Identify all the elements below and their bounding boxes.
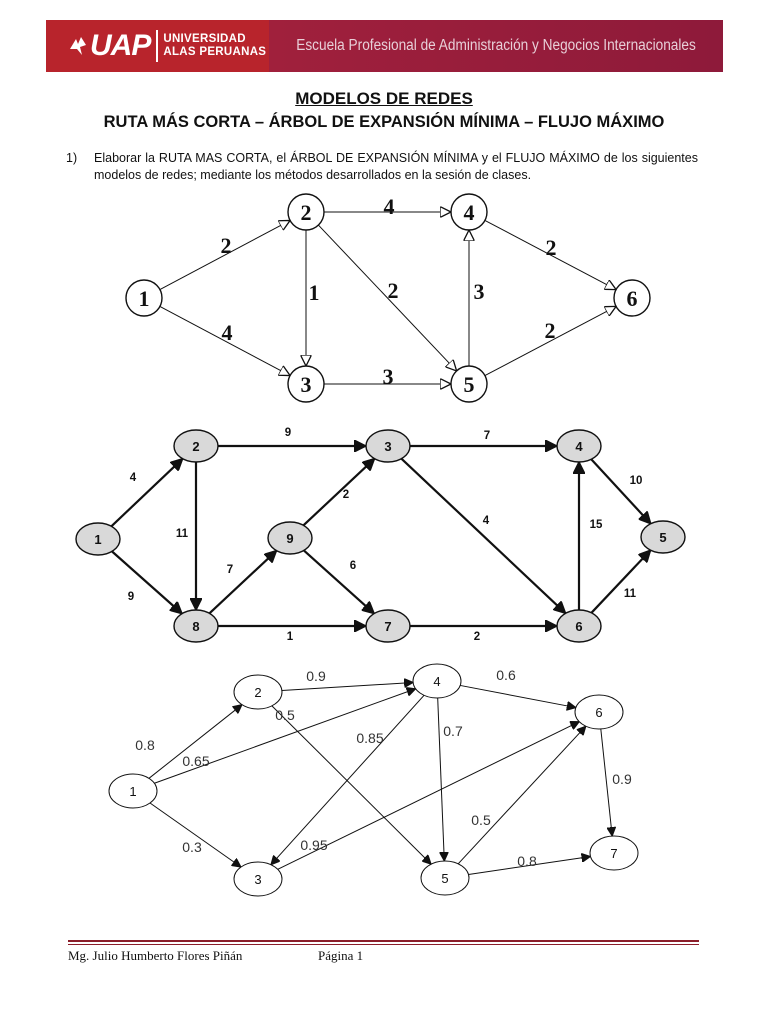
edge-weight-5-4: 3 bbox=[473, 279, 485, 304]
edge-weight-2-3: 9 bbox=[284, 427, 292, 439]
edge-line-1-3 bbox=[150, 803, 241, 867]
node-label-3: 3 bbox=[254, 872, 262, 887]
edge-weight-3-4: 7 bbox=[483, 430, 491, 442]
edge-weight-8-9: 7 bbox=[226, 564, 234, 576]
edge-weight-4-6: 0.6 bbox=[496, 667, 516, 683]
node-7 bbox=[366, 610, 410, 642]
logo-mark: UAP bbox=[90, 29, 151, 62]
node-4 bbox=[413, 664, 461, 698]
edge-3-5 bbox=[324, 364, 451, 389]
node-label-9: 9 bbox=[286, 531, 294, 546]
edge-weight-1-2: 0.8 bbox=[135, 737, 155, 753]
node-label-3: 3 bbox=[300, 372, 312, 397]
logo-line-2: ALAS PERUANAS bbox=[163, 46, 267, 58]
edge-line-9-3 bbox=[303, 459, 374, 526]
edge-weight-6-4: 15 bbox=[589, 519, 603, 531]
node-5 bbox=[421, 861, 469, 895]
footer-rule bbox=[68, 940, 699, 942]
edge-weight-2-3: 1 bbox=[308, 280, 320, 305]
edge-weight-9-3: 2 bbox=[342, 489, 350, 501]
edge-weight-1-4: 0.65 bbox=[182, 753, 210, 769]
edge-2-5 bbox=[318, 225, 456, 371]
edge-weight-6-7: 0.9 bbox=[612, 771, 632, 787]
footer-rule-thin bbox=[68, 944, 699, 945]
node-label-1: 1 bbox=[94, 532, 102, 547]
node-9 bbox=[268, 522, 312, 554]
node-3 bbox=[366, 430, 410, 462]
edge-2-5 bbox=[272, 706, 431, 864]
node-label-7: 7 bbox=[384, 619, 392, 634]
edge-line-6-7 bbox=[601, 729, 612, 836]
edge-9-3 bbox=[303, 459, 374, 526]
edge-4-6 bbox=[485, 220, 616, 289]
edge-line-2-5 bbox=[272, 706, 431, 864]
edge-line-1-2 bbox=[111, 459, 182, 527]
node-label-4: 4 bbox=[575, 439, 583, 454]
node-4 bbox=[451, 194, 487, 230]
node-label-5: 5 bbox=[463, 372, 475, 397]
edge-weight-5-6: 0.5 bbox=[471, 812, 491, 828]
node-2 bbox=[234, 675, 282, 709]
edge-weight-1-2: 2 bbox=[220, 233, 232, 258]
node-2 bbox=[288, 194, 324, 230]
edge-1-3 bbox=[160, 306, 290, 375]
node-8 bbox=[174, 610, 218, 642]
node-label-2: 2 bbox=[300, 200, 312, 225]
edge-line-1-8 bbox=[112, 551, 182, 613]
node-3 bbox=[288, 366, 324, 402]
exercise-number: 1) bbox=[66, 151, 78, 165]
edge-4-5 bbox=[591, 459, 650, 523]
node-3 bbox=[234, 862, 282, 896]
edge-line-2-4 bbox=[282, 682, 413, 690]
edge-weight-2-4: 0.9 bbox=[306, 668, 326, 684]
edge-2-3 bbox=[306, 230, 320, 366]
edge-weight-4-6: 2 bbox=[545, 235, 557, 260]
edge-line-3-6 bbox=[401, 459, 565, 614]
node-1 bbox=[76, 523, 120, 555]
edge-line-9-7 bbox=[304, 550, 374, 613]
edge-weight-1-3: 0.3 bbox=[182, 839, 202, 855]
edge-6-5 bbox=[591, 550, 650, 613]
node-1 bbox=[109, 774, 157, 808]
node-label-5: 5 bbox=[659, 530, 667, 545]
edge-8-7 bbox=[218, 626, 366, 643]
node-4 bbox=[557, 430, 601, 462]
node-1 bbox=[126, 280, 162, 316]
edge-weight-6-5: 11 bbox=[623, 588, 637, 600]
edge-2-8 bbox=[176, 462, 196, 610]
edge-2-4 bbox=[324, 194, 451, 219]
logo-line-1: UNIVERSIDAD bbox=[163, 33, 246, 45]
edge-5-7 bbox=[468, 853, 590, 875]
edge-1-2 bbox=[111, 459, 182, 527]
footer-author: Mg. Julio Humberto Flores Piñán bbox=[68, 948, 243, 963]
edge-5-6 bbox=[485, 306, 616, 375]
node-6 bbox=[575, 695, 623, 729]
edge-line-4-5 bbox=[591, 459, 650, 523]
page-title bbox=[0, 89, 768, 109]
university-logo bbox=[46, 20, 269, 72]
edge-weight-7-6: 2 bbox=[473, 631, 481, 643]
edge-weight-3-6: 0.95 bbox=[300, 837, 328, 853]
school-name: Escuela Profesional de Administración y Negocios Internacionales bbox=[296, 37, 696, 54]
node-label-2: 2 bbox=[192, 439, 200, 454]
edge-5-4 bbox=[469, 230, 485, 366]
node-label-6: 6 bbox=[626, 286, 638, 311]
edge-line-8-9 bbox=[209, 551, 276, 614]
edge-weight-1-2: 4 bbox=[129, 472, 137, 484]
node-label-4: 4 bbox=[463, 200, 475, 225]
node-label-1: 1 bbox=[129, 784, 137, 799]
edge-9-7 bbox=[304, 550, 374, 613]
node-6 bbox=[614, 280, 650, 316]
node-5 bbox=[451, 366, 487, 402]
logo-text bbox=[163, 33, 266, 59]
network-diagram-2 bbox=[0, 415, 768, 650]
edge-weight-1-3: 4 bbox=[221, 320, 233, 345]
edge-1-8 bbox=[112, 551, 182, 613]
edge-weight-2-4: 4 bbox=[383, 194, 395, 219]
logo-divider bbox=[156, 30, 158, 62]
edge-weight-1-8: 9 bbox=[127, 591, 135, 603]
page-title-text: MODELOS DE REDES bbox=[295, 89, 473, 108]
edge-weight-2-5: 2 bbox=[387, 278, 399, 303]
page-subtitle: RUTA MÁS CORTA – ÁRBOL DE EXPANSIÓN MÍNIMA – FLUJO MÁXIMO bbox=[103, 113, 665, 131]
edge-weight-8-7: 1 bbox=[286, 631, 294, 643]
edge-line-4-6 bbox=[460, 685, 576, 707]
edge-line-5-6 bbox=[458, 726, 586, 864]
network-diagram-3 bbox=[0, 655, 768, 900]
school-band bbox=[269, 20, 723, 72]
header-banner bbox=[46, 20, 723, 72]
edge-3-6 bbox=[401, 459, 565, 614]
edge-weight-9-7: 6 bbox=[349, 560, 357, 572]
edge-8-9 bbox=[209, 551, 276, 614]
exercise-text: Elaborar la RUTA MAS CORTA, el ÁRBOL DE EXPANSIÓN MÍNIMA y el FLUJO MÁXIMO de los siguientes modelos de redes; mediante los métodos desarrollados en la sesión de clases. bbox=[94, 151, 698, 182]
node-label-7: 7 bbox=[610, 846, 618, 861]
edge-1-2 bbox=[160, 220, 290, 289]
edge-weight-2-5: 0.5 bbox=[275, 707, 295, 723]
node-label-3: 3 bbox=[384, 439, 392, 454]
node-label-2: 2 bbox=[254, 685, 262, 700]
edge-weight-4-5: 10 bbox=[629, 475, 643, 487]
edge-3-4 bbox=[410, 430, 557, 446]
node-7 bbox=[590, 836, 638, 870]
node-6 bbox=[557, 610, 601, 642]
edge-7-6 bbox=[410, 626, 557, 643]
edge-2-4 bbox=[282, 668, 413, 691]
edge-weight-5-7: 0.8 bbox=[517, 853, 537, 869]
condor-emblem-icon bbox=[68, 35, 88, 57]
edge-weight-3-5: 3 bbox=[382, 364, 394, 389]
edge-weight-4-3: 0.85 bbox=[356, 730, 384, 746]
edge-6-4 bbox=[579, 462, 603, 610]
edge-4-5 bbox=[438, 698, 463, 861]
edge-3-6 bbox=[278, 722, 580, 870]
network-diagram-1 bbox=[0, 190, 768, 405]
edge-4-6 bbox=[460, 667, 576, 708]
node-label-6: 6 bbox=[595, 705, 603, 720]
node-2 bbox=[174, 430, 218, 462]
node-5 bbox=[641, 521, 685, 553]
edge-6-7 bbox=[601, 729, 632, 836]
edge-weight-4-5: 0.7 bbox=[443, 723, 463, 739]
edge-line-6-5 bbox=[591, 550, 650, 613]
node-label-6: 6 bbox=[575, 619, 583, 634]
node-label-5: 5 bbox=[441, 871, 449, 886]
edge-2-3 bbox=[218, 427, 366, 446]
node-label-8: 8 bbox=[192, 619, 200, 634]
node-label-4: 4 bbox=[433, 674, 441, 689]
exercise-item bbox=[66, 150, 698, 184]
edge-weight-5-6: 2 bbox=[544, 318, 556, 343]
edge-1-3 bbox=[150, 803, 241, 867]
edge-5-6 bbox=[458, 726, 586, 864]
edge-weight-2-8: 11 bbox=[175, 528, 189, 540]
footer-page-number: Página 1 bbox=[318, 948, 364, 963]
node-label-1: 1 bbox=[138, 286, 150, 311]
edge-weight-3-6: 4 bbox=[482, 515, 490, 527]
